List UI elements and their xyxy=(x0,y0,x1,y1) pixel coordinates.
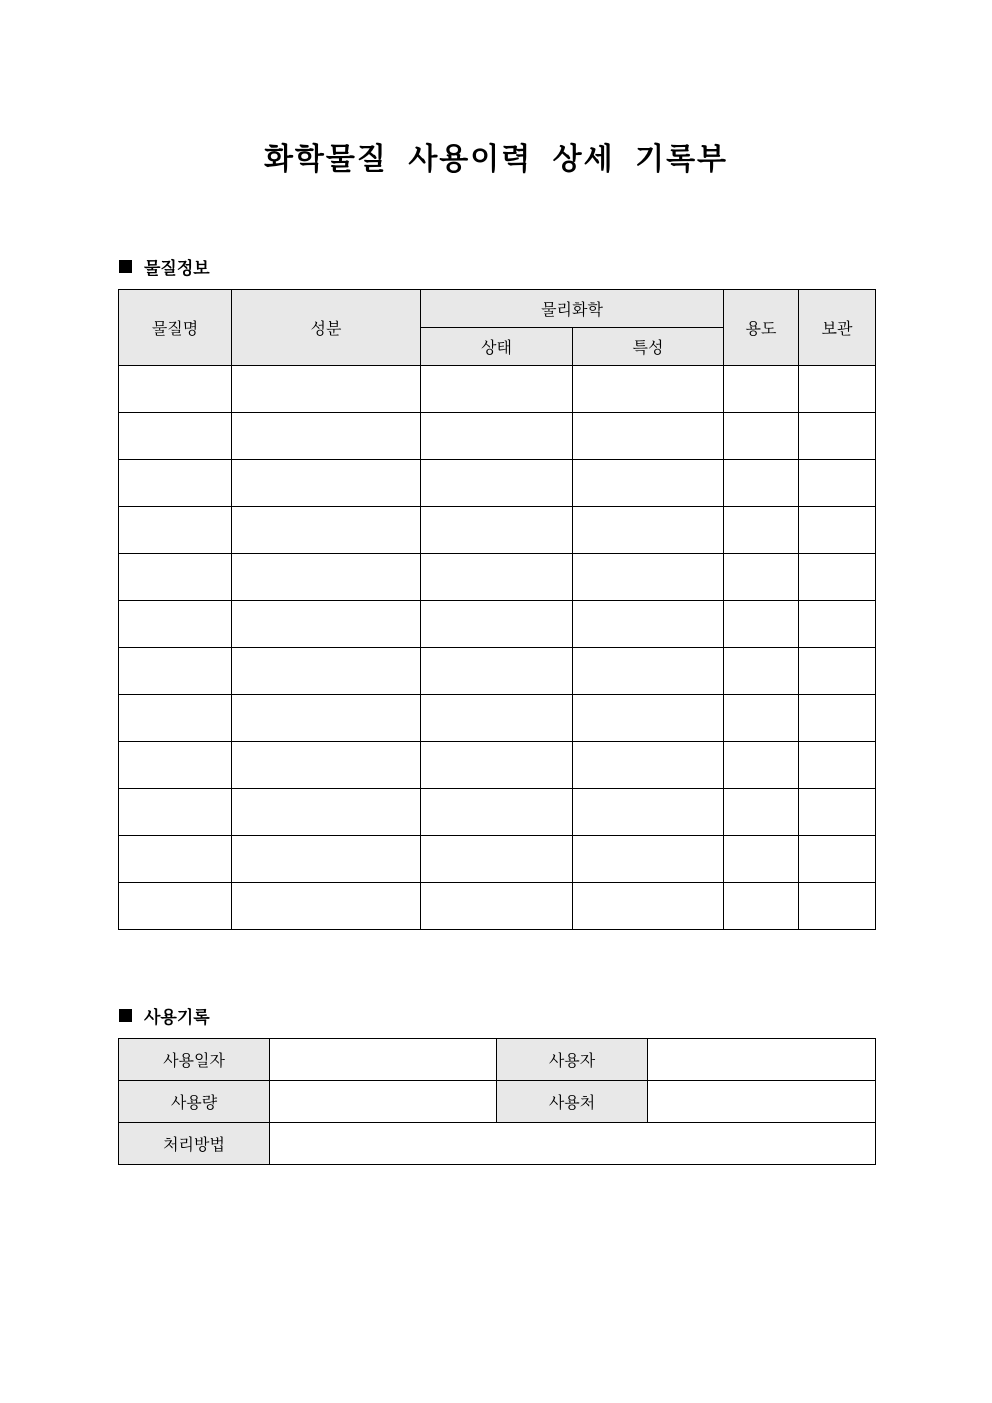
material-section-heading xyxy=(119,254,210,279)
table-row xyxy=(119,695,876,742)
cell-component[interactable] xyxy=(232,836,421,883)
cell-component[interactable] xyxy=(232,789,421,836)
cell-component[interactable] xyxy=(232,413,421,460)
cell-property[interactable] xyxy=(573,836,724,883)
cell-storage[interactable] xyxy=(799,836,876,883)
usage-place-field[interactable] xyxy=(648,1081,876,1123)
header-component: 성분 xyxy=(232,290,421,366)
cell-use[interactable] xyxy=(724,789,799,836)
cell-storage[interactable] xyxy=(799,742,876,789)
label-user: 사용자 xyxy=(497,1039,648,1081)
table-row xyxy=(119,366,876,413)
cell-name[interactable] xyxy=(119,601,232,648)
cell-component[interactable] xyxy=(232,507,421,554)
cell-storage[interactable] xyxy=(799,366,876,413)
cell-name[interactable] xyxy=(119,648,232,695)
header-storage: 보관 xyxy=(799,290,876,366)
table-row xyxy=(119,742,876,789)
disposal-method-field[interactable] xyxy=(270,1123,876,1165)
cell-property[interactable] xyxy=(573,554,724,601)
label-usage-date: 사용일자 xyxy=(119,1039,270,1081)
user-field[interactable] xyxy=(648,1039,876,1081)
square-bullet-icon xyxy=(119,1009,132,1022)
cell-state[interactable] xyxy=(421,789,573,836)
cell-storage[interactable] xyxy=(799,883,876,930)
cell-name[interactable] xyxy=(119,554,232,601)
cell-component[interactable] xyxy=(232,695,421,742)
usage-record-table xyxy=(118,1038,876,1165)
cell-use[interactable] xyxy=(724,836,799,883)
cell-name[interactable] xyxy=(119,742,232,789)
table-row xyxy=(119,789,876,836)
cell-property[interactable] xyxy=(573,460,724,507)
table-row xyxy=(119,601,876,648)
cell-name[interactable] xyxy=(119,883,232,930)
cell-storage[interactable] xyxy=(799,413,876,460)
page-title: 화학물질 사용이력 상세 기록부 xyxy=(263,142,729,177)
cell-state[interactable] xyxy=(421,695,573,742)
table-row xyxy=(119,883,876,930)
cell-use[interactable] xyxy=(724,742,799,789)
cell-property[interactable] xyxy=(573,601,724,648)
table-row xyxy=(119,507,876,554)
cell-state[interactable] xyxy=(421,883,573,930)
material-section-label: 물질정보 xyxy=(144,259,210,279)
header-material-name: 물질명 xyxy=(119,290,232,366)
cell-component[interactable] xyxy=(232,460,421,507)
cell-state[interactable] xyxy=(421,460,573,507)
cell-component[interactable] xyxy=(232,554,421,601)
cell-state[interactable] xyxy=(421,836,573,883)
cell-property[interactable] xyxy=(573,789,724,836)
cell-component[interactable] xyxy=(232,648,421,695)
cell-use[interactable] xyxy=(724,601,799,648)
cell-storage[interactable] xyxy=(799,554,876,601)
usage-date-field[interactable] xyxy=(270,1039,497,1081)
cell-storage[interactable] xyxy=(799,601,876,648)
table-row xyxy=(119,836,876,883)
cell-storage[interactable] xyxy=(799,695,876,742)
cell-name[interactable] xyxy=(119,836,232,883)
square-bullet-icon xyxy=(119,260,132,273)
cell-name[interactable] xyxy=(119,789,232,836)
cell-state[interactable] xyxy=(421,413,573,460)
cell-property[interactable] xyxy=(573,883,724,930)
cell-property[interactable] xyxy=(573,366,724,413)
table-row xyxy=(119,460,876,507)
cell-state[interactable] xyxy=(421,554,573,601)
usage-amount-field[interactable] xyxy=(270,1081,497,1123)
cell-storage[interactable] xyxy=(799,460,876,507)
cell-state[interactable] xyxy=(421,648,573,695)
cell-property[interactable] xyxy=(573,742,724,789)
cell-state[interactable] xyxy=(421,366,573,413)
usage-section-heading xyxy=(119,1003,210,1028)
cell-state[interactable] xyxy=(421,601,573,648)
table-row xyxy=(119,413,876,460)
cell-name[interactable] xyxy=(119,507,232,554)
table-row xyxy=(119,554,876,601)
cell-use[interactable] xyxy=(724,413,799,460)
header-physchem: 물리화학 xyxy=(421,290,724,328)
cell-state[interactable] xyxy=(421,742,573,789)
header-state: 상태 xyxy=(421,328,573,366)
cell-storage[interactable] xyxy=(799,648,876,695)
cell-name[interactable] xyxy=(119,695,232,742)
cell-component[interactable] xyxy=(232,742,421,789)
cell-use[interactable] xyxy=(724,695,799,742)
header-use: 용도 xyxy=(724,290,799,366)
cell-storage[interactable] xyxy=(799,789,876,836)
material-info-table xyxy=(118,289,876,930)
cell-name[interactable] xyxy=(119,413,232,460)
cell-use[interactable] xyxy=(724,648,799,695)
cell-property[interactable] xyxy=(573,413,724,460)
label-disposal-method: 처리방법 xyxy=(119,1123,270,1165)
cell-use[interactable] xyxy=(724,883,799,930)
cell-property[interactable] xyxy=(573,648,724,695)
cell-name[interactable] xyxy=(119,460,232,507)
table-row xyxy=(119,648,876,695)
cell-component[interactable] xyxy=(232,883,421,930)
label-usage-place: 사용처 xyxy=(497,1081,648,1123)
usage-section-label: 사용기록 xyxy=(144,1008,210,1028)
cell-component[interactable] xyxy=(232,366,421,413)
cell-state[interactable] xyxy=(421,507,573,554)
header-property: 특성 xyxy=(573,328,724,366)
cell-use[interactable] xyxy=(724,460,799,507)
cell-property[interactable] xyxy=(573,507,724,554)
cell-use[interactable] xyxy=(724,554,799,601)
cell-storage[interactable] xyxy=(799,507,876,554)
cell-component[interactable] xyxy=(232,601,421,648)
cell-use[interactable] xyxy=(724,366,799,413)
cell-property[interactable] xyxy=(573,695,724,742)
cell-name[interactable] xyxy=(119,366,232,413)
cell-use[interactable] xyxy=(724,507,799,554)
label-usage-amount: 사용량 xyxy=(119,1081,270,1123)
